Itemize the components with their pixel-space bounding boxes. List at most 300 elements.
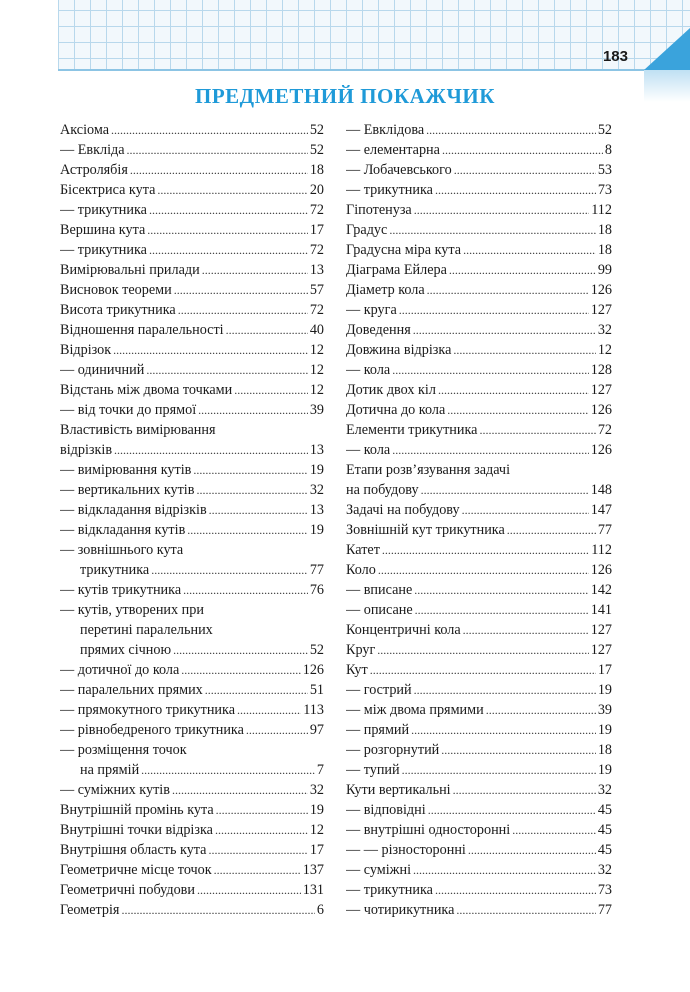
index-page-number: 147 bbox=[590, 502, 612, 518]
index-page-number: 73 bbox=[597, 882, 612, 898]
index-page-number: 32 bbox=[597, 862, 612, 878]
index-page-number: 73 bbox=[597, 182, 612, 198]
index-term: — паралельних прямих bbox=[60, 682, 203, 698]
index-entry bbox=[60, 360, 324, 380]
index-page-number: 126 bbox=[590, 402, 612, 418]
dot-leader bbox=[130, 160, 308, 180]
dot-leader bbox=[151, 560, 308, 580]
index-term: — гострий bbox=[346, 682, 412, 698]
index-term: — описане bbox=[346, 602, 413, 618]
dot-leader bbox=[172, 780, 308, 800]
index-page-number: 40 bbox=[309, 322, 324, 338]
index-term: Відрізок bbox=[60, 342, 112, 358]
index-page-number: 72 bbox=[309, 302, 324, 318]
index-page-number: 127 bbox=[590, 382, 612, 398]
header-grid-decoration bbox=[58, 0, 690, 70]
index-page-number: 76 bbox=[309, 582, 324, 598]
index-page-number: 19 bbox=[597, 682, 612, 698]
index-entry bbox=[60, 680, 324, 700]
dot-leader bbox=[198, 400, 308, 420]
dot-leader bbox=[209, 500, 308, 520]
index-page-number: 32 bbox=[597, 322, 612, 338]
index-page-number: 45 bbox=[597, 842, 612, 858]
header-rule bbox=[58, 69, 690, 71]
page-number: 183 bbox=[602, 48, 628, 65]
index-entry bbox=[60, 420, 324, 440]
index-term: — між двома прямими bbox=[346, 702, 484, 718]
index-term: Вимірювальні прилади bbox=[60, 262, 200, 278]
index-entry bbox=[60, 820, 324, 840]
index-entry bbox=[60, 260, 324, 280]
index-term: — трикутника bbox=[346, 182, 433, 198]
index-page-number: 99 bbox=[597, 262, 612, 278]
dot-leader bbox=[442, 140, 603, 160]
dot-leader bbox=[216, 800, 308, 820]
index-page-number: 126 bbox=[590, 562, 612, 578]
index-term: Круг bbox=[346, 642, 376, 658]
index-page-number: 51 bbox=[309, 682, 324, 698]
index-entry bbox=[60, 500, 324, 520]
index-page-number: 32 bbox=[597, 782, 612, 798]
index-entry bbox=[346, 140, 612, 160]
index-page-number: 20 bbox=[309, 182, 324, 198]
index-term: — Евклідова bbox=[346, 122, 425, 138]
index-term: Вершина кута bbox=[60, 222, 146, 238]
dot-leader bbox=[438, 380, 589, 400]
index-entry bbox=[60, 140, 324, 160]
index-page-number: 8 bbox=[604, 142, 612, 158]
index-entry bbox=[60, 560, 324, 580]
dot-leader bbox=[121, 900, 314, 920]
index-term: Висота трикутника bbox=[60, 302, 176, 318]
index-entry bbox=[346, 380, 612, 400]
index-page-number: 112 bbox=[591, 202, 612, 218]
dot-leader bbox=[157, 180, 307, 200]
index-term: Етапи розв’язування задачі bbox=[346, 462, 511, 478]
index-entry bbox=[60, 160, 324, 180]
dot-leader bbox=[114, 440, 308, 460]
index-page-number: 12 bbox=[597, 342, 612, 358]
dot-leader bbox=[479, 420, 595, 440]
index-entry bbox=[346, 500, 612, 520]
index-term: Елементи трикутника bbox=[346, 422, 478, 438]
index-entry bbox=[60, 760, 324, 780]
index-term: трикутника bbox=[80, 562, 150, 578]
dot-leader bbox=[208, 840, 307, 860]
index-entry bbox=[346, 680, 612, 700]
dot-leader bbox=[377, 640, 588, 660]
index-term: на побудову bbox=[346, 482, 419, 498]
index-page-number: 148 bbox=[590, 482, 612, 498]
index-page-number: 126 bbox=[590, 442, 612, 458]
dot-leader bbox=[193, 460, 307, 480]
dot-leader bbox=[181, 660, 300, 680]
index-term: — суміжні bbox=[346, 862, 412, 878]
index-page-number: 13 bbox=[309, 262, 324, 278]
index-page-number: 113 bbox=[303, 702, 324, 718]
index-page-number: 17 bbox=[597, 662, 612, 678]
index-page-number: 32 bbox=[309, 482, 324, 498]
index-entry bbox=[346, 280, 612, 300]
index-term: Катет bbox=[346, 542, 380, 558]
dot-leader bbox=[197, 880, 301, 900]
index-term: Геометричні побудови bbox=[60, 882, 195, 898]
index-term: відрізків bbox=[60, 442, 113, 458]
index-term: — тупий bbox=[346, 762, 400, 778]
dot-leader bbox=[237, 700, 301, 720]
dot-leader bbox=[413, 320, 596, 340]
index-entry bbox=[346, 760, 612, 780]
index-term: — розгорнутий bbox=[346, 742, 440, 758]
index-term: Властивість вимірювання bbox=[60, 422, 216, 438]
index-term: Внутрішній промінь кута bbox=[60, 802, 214, 818]
dot-leader bbox=[435, 880, 596, 900]
index-entry bbox=[60, 860, 324, 880]
index-entry bbox=[346, 580, 612, 600]
index-page-number: 18 bbox=[309, 162, 324, 178]
index-page-number: 52 bbox=[597, 122, 612, 138]
index-term: перетині паралельних bbox=[80, 622, 213, 638]
index-term: — відкладання кутів bbox=[60, 522, 186, 538]
index-page-number: 32 bbox=[309, 782, 324, 798]
dot-leader bbox=[421, 480, 589, 500]
index-term: — Евкліда bbox=[60, 142, 125, 158]
index-entry bbox=[60, 700, 324, 720]
index-entry bbox=[60, 740, 324, 760]
dot-leader bbox=[196, 480, 307, 500]
index-term: — прямокутного трикутника bbox=[60, 702, 236, 718]
index-entry bbox=[346, 520, 612, 540]
index-entry bbox=[346, 360, 612, 380]
dot-leader bbox=[187, 520, 308, 540]
dot-leader bbox=[449, 260, 596, 280]
dot-leader bbox=[411, 720, 596, 740]
index-page-number: 45 bbox=[597, 802, 612, 818]
index-entry bbox=[60, 640, 324, 660]
index-entry bbox=[60, 480, 324, 500]
dot-leader bbox=[453, 780, 596, 800]
index-entry bbox=[346, 220, 612, 240]
index-term: Градус bbox=[346, 222, 388, 238]
index-entry bbox=[346, 820, 612, 840]
dot-leader bbox=[462, 500, 589, 520]
index-entry bbox=[346, 660, 612, 680]
index-page-number: 128 bbox=[590, 362, 612, 378]
index-entry-list-left bbox=[60, 120, 324, 920]
index-page-number: 52 bbox=[309, 122, 324, 138]
index-entry bbox=[346, 720, 612, 740]
dot-leader bbox=[414, 200, 590, 220]
index-term: — дотичної до кола bbox=[60, 662, 180, 678]
index-term: Внутрішні точки відрізка bbox=[60, 822, 213, 838]
index-page-number: 57 bbox=[309, 282, 324, 298]
dot-leader bbox=[463, 240, 596, 260]
dot-leader bbox=[402, 760, 596, 780]
index-entry bbox=[346, 420, 612, 440]
index-page-number: 45 bbox=[597, 822, 612, 838]
index-entry bbox=[60, 780, 324, 800]
dot-leader bbox=[382, 540, 589, 560]
index-page-number: 77 bbox=[309, 562, 324, 578]
dot-leader bbox=[147, 220, 308, 240]
index-entry bbox=[346, 600, 612, 620]
index-page-number: 77 bbox=[597, 902, 612, 918]
index-page-number: 19 bbox=[597, 722, 612, 738]
dot-leader bbox=[234, 380, 308, 400]
dot-leader bbox=[428, 800, 596, 820]
dot-leader bbox=[146, 360, 307, 380]
dot-leader bbox=[463, 620, 589, 640]
index-term: — трикутника bbox=[60, 242, 147, 258]
page-title: ПРЕДМЕТНИЙ ПОКАЖЧИК bbox=[194, 84, 495, 108]
dot-leader bbox=[435, 180, 596, 200]
index-entry bbox=[346, 240, 612, 260]
index-entry bbox=[60, 600, 324, 620]
index-page-number: 6 bbox=[316, 902, 324, 918]
index-page-number: 126 bbox=[302, 662, 324, 678]
index-page-number: 12 bbox=[309, 362, 324, 378]
index-entry bbox=[60, 300, 324, 320]
index-term: — вимірювання кутів bbox=[60, 462, 192, 478]
dot-leader bbox=[141, 760, 315, 780]
index-entry bbox=[346, 860, 612, 880]
index-page-number: 19 bbox=[309, 462, 324, 478]
index-term: — прямий bbox=[346, 722, 410, 738]
index-term: — чотирикутника bbox=[346, 902, 455, 918]
dot-leader bbox=[202, 260, 308, 280]
index-entry bbox=[346, 740, 612, 760]
index-page-number: 97 bbox=[309, 722, 324, 738]
index-page-number: 19 bbox=[597, 762, 612, 778]
index-term: Діаметр кола bbox=[346, 282, 425, 298]
dot-leader bbox=[413, 860, 596, 880]
index-entry bbox=[346, 180, 612, 200]
index-entry bbox=[60, 380, 324, 400]
index-page-number: 12 bbox=[309, 382, 324, 398]
index-term: Бісектриса кута bbox=[60, 182, 156, 198]
index-entry bbox=[346, 260, 612, 280]
dot-leader bbox=[486, 700, 596, 720]
index-term: — суміжних кутів bbox=[60, 782, 170, 798]
index-entry bbox=[346, 480, 612, 500]
dot-leader bbox=[414, 680, 596, 700]
index-entry bbox=[346, 440, 612, 460]
index-term: Задачі на побудову bbox=[346, 502, 460, 518]
dot-leader bbox=[127, 140, 308, 160]
index-entry bbox=[346, 340, 612, 360]
dot-leader bbox=[246, 720, 308, 740]
dot-leader bbox=[226, 320, 308, 340]
index-page-number: 12 bbox=[309, 822, 324, 838]
index-entry bbox=[346, 540, 612, 560]
index-entry bbox=[60, 200, 324, 220]
index-term: Коло bbox=[346, 562, 376, 578]
index-term: — рівнобедреного трикутника bbox=[60, 722, 244, 738]
index-entry bbox=[346, 200, 612, 220]
index-term: — трикутника bbox=[346, 882, 433, 898]
index-term: — розміщення точок bbox=[60, 742, 187, 758]
index-term: — відповідні bbox=[346, 802, 426, 818]
index-term: на прямій bbox=[80, 762, 140, 778]
index-entry bbox=[346, 160, 612, 180]
index-entry bbox=[60, 340, 324, 360]
index-page-number: 72 bbox=[309, 242, 324, 258]
index-page-number: 7 bbox=[316, 762, 324, 778]
index-term: — зовнішнього кута bbox=[60, 542, 184, 558]
dot-leader bbox=[183, 580, 308, 600]
dot-leader bbox=[370, 660, 596, 680]
dot-leader bbox=[507, 520, 596, 540]
index-term: Відношення паралельності bbox=[60, 322, 224, 338]
index-term: Аксіома bbox=[60, 122, 110, 138]
index-page-number: 13 bbox=[309, 502, 324, 518]
index-page-number: 18 bbox=[597, 222, 612, 238]
index-page-number: 17 bbox=[309, 222, 324, 238]
index-entry bbox=[60, 220, 324, 240]
index-entry bbox=[346, 400, 612, 420]
index-entry bbox=[346, 780, 612, 800]
index-term: — елементарна bbox=[346, 142, 440, 158]
index-page-number: 127 bbox=[590, 622, 612, 638]
dot-leader bbox=[111, 120, 308, 140]
index-page-number: 52 bbox=[309, 642, 324, 658]
index-entry bbox=[346, 900, 612, 920]
dot-leader bbox=[149, 240, 308, 260]
index-term: Відстань між двома точками bbox=[60, 382, 233, 398]
index-entry bbox=[60, 320, 324, 340]
index-entry bbox=[346, 120, 612, 140]
index-term: Градусна міра кута bbox=[346, 242, 462, 258]
index-entry bbox=[60, 840, 324, 860]
index-entry-list-right bbox=[346, 120, 612, 920]
index-entry bbox=[60, 520, 324, 540]
index-term: — — різносторонні bbox=[346, 842, 466, 858]
index-page-number: 137 bbox=[302, 862, 324, 878]
dot-leader bbox=[415, 600, 589, 620]
index-term: Геометричне місце точок bbox=[60, 862, 212, 878]
index-term: — кутів трикутника bbox=[60, 582, 182, 598]
index-entry bbox=[60, 580, 324, 600]
dot-leader bbox=[378, 560, 589, 580]
index-term: Кути вертикальні bbox=[346, 782, 451, 798]
index-column-left bbox=[60, 120, 324, 920]
index-page-number: 18 bbox=[597, 242, 612, 258]
index-term: — кола bbox=[346, 442, 391, 458]
dot-leader bbox=[454, 160, 596, 180]
index-entry bbox=[346, 840, 612, 860]
index-term: — трикутника bbox=[60, 202, 147, 218]
dot-leader bbox=[215, 820, 308, 840]
dot-leader bbox=[468, 840, 596, 860]
index-entry bbox=[60, 280, 324, 300]
index-term: — одиничний bbox=[60, 362, 145, 378]
index-page-number: 141 bbox=[590, 602, 612, 618]
index-entry bbox=[60, 440, 324, 460]
index-entry bbox=[60, 800, 324, 820]
dot-leader bbox=[113, 340, 308, 360]
index-term: — внутрішні односторонні bbox=[346, 822, 511, 838]
index-page-number: 12 bbox=[309, 342, 324, 358]
index-page-number: 142 bbox=[590, 582, 612, 598]
index-term: Дотична до кола bbox=[346, 402, 446, 418]
index-entry bbox=[346, 640, 612, 660]
index-entry bbox=[60, 460, 324, 480]
index-term: Дотик двох кіл bbox=[346, 382, 436, 398]
index-entry bbox=[346, 560, 612, 580]
dot-leader bbox=[205, 680, 308, 700]
index-term: — кола bbox=[346, 362, 391, 378]
corner-triangle-decoration bbox=[644, 28, 690, 70]
index-entry bbox=[60, 720, 324, 740]
index-page-number: 19 bbox=[309, 522, 324, 538]
index-entry bbox=[60, 180, 324, 200]
index-page-number: 112 bbox=[591, 542, 612, 558]
dot-leader bbox=[389, 220, 596, 240]
index-page-number: 13 bbox=[309, 442, 324, 458]
index-term: Внутрішня область кута bbox=[60, 842, 207, 858]
dot-leader bbox=[178, 300, 308, 320]
index-entry bbox=[60, 620, 324, 640]
dot-leader bbox=[453, 340, 595, 360]
index-term: — вертикальних кутів bbox=[60, 482, 195, 498]
dot-leader bbox=[173, 640, 308, 660]
index-page-number: 72 bbox=[597, 422, 612, 438]
index-page-number: 127 bbox=[590, 642, 612, 658]
index-entry bbox=[60, 400, 324, 420]
index-page-number: 72 bbox=[309, 202, 324, 218]
dot-leader bbox=[214, 860, 301, 880]
dot-leader bbox=[441, 740, 596, 760]
index-entry bbox=[60, 900, 324, 920]
index-term: — кутів, утворених при bbox=[60, 602, 204, 618]
index-page-number: 17 bbox=[309, 842, 324, 858]
dot-leader bbox=[427, 280, 589, 300]
index-term: Концентричні кола bbox=[346, 622, 461, 638]
index-term: Кут bbox=[346, 662, 368, 678]
index-term: Гіпотенуза bbox=[346, 202, 412, 218]
index-term: Геометрія bbox=[60, 902, 120, 918]
dot-leader bbox=[174, 280, 308, 300]
index-entry bbox=[60, 660, 324, 680]
index-term: Висновок теореми bbox=[60, 282, 172, 298]
index-page-number: 131 bbox=[302, 882, 324, 898]
index-entry bbox=[346, 300, 612, 320]
index-entry bbox=[346, 700, 612, 720]
dot-leader bbox=[456, 900, 595, 920]
index-page-number: 126 bbox=[590, 282, 612, 298]
index-entry bbox=[346, 320, 612, 340]
index-page-number: 39 bbox=[309, 402, 324, 418]
index-page-number: 18 bbox=[597, 742, 612, 758]
dot-leader bbox=[414, 580, 588, 600]
index-column-right bbox=[346, 120, 612, 920]
index-page-number: 127 bbox=[590, 302, 612, 318]
index-entry bbox=[346, 880, 612, 900]
index-term: — Лобачевського bbox=[346, 162, 452, 178]
index-term: — від точки до прямої bbox=[60, 402, 197, 418]
dot-leader bbox=[512, 820, 596, 840]
index-term: Зовнішній кут трикутника bbox=[346, 522, 505, 538]
dot-leader bbox=[447, 400, 588, 420]
index-entry bbox=[346, 620, 612, 640]
index-term: — відкладання відрізків bbox=[60, 502, 207, 518]
index-page-number: 39 bbox=[597, 702, 612, 718]
index-term: прямих січною bbox=[80, 642, 172, 658]
index-term: Астролябія bbox=[60, 162, 128, 178]
index-entry bbox=[60, 540, 324, 560]
index-term: Діаграма Ейлера bbox=[346, 262, 447, 278]
index-entry bbox=[60, 880, 324, 900]
